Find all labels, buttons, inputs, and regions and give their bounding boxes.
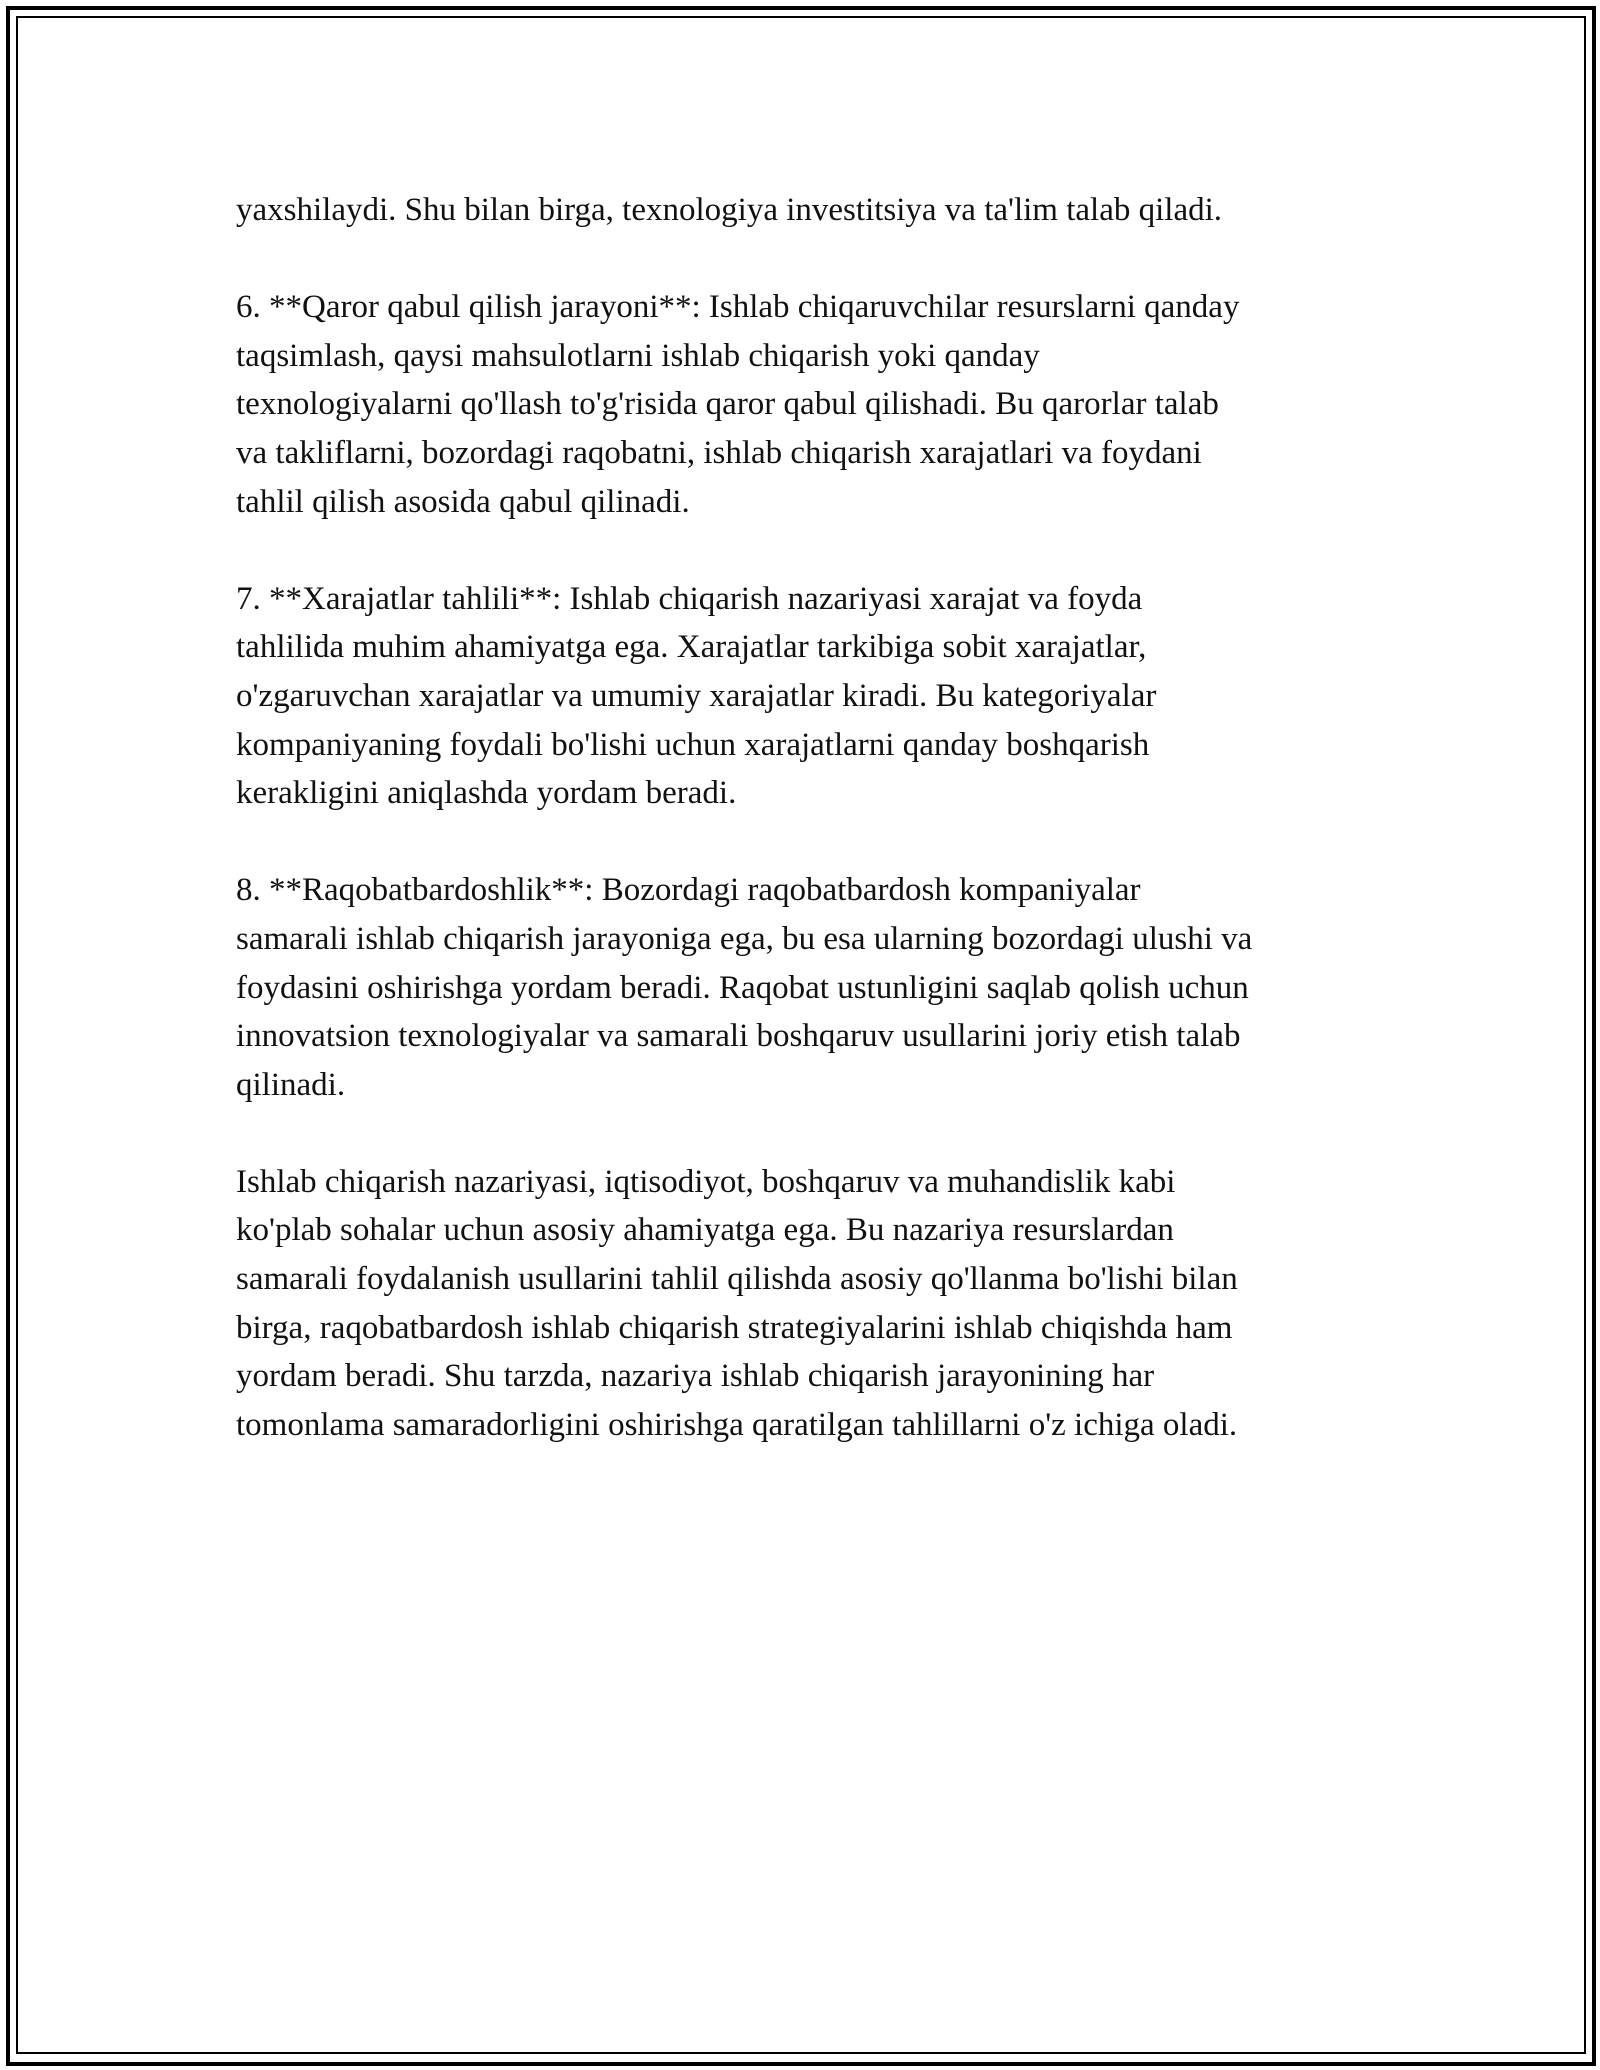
text-line: birga, raqobatbardosh ishlab chiqarish strategiyalarini ishlab chiqishda ham [236,1309,1233,1346]
text-line: Ishlab chiqarish nazariyasi, iqtisodiyot, boshqaruv va muhandislik kabi [236,1163,1176,1200]
text-line: texnologiyalarni qo'llash to'g'risida qaror qabul qilishadi. Bu qarorlar talab [236,386,1219,423]
text-line: tahlil qilish asosida qabul qilinadi. [236,483,690,520]
text-line: kerakligini aniqlashda yordam beradi. [236,775,737,812]
text-line: samarali ishlab chiqarish jarayoniga ega, bu esa ularning bozordagi ulushi va [236,920,1253,957]
text-line: o'zgaruvchan xarajatlar va umumiy xarajatlar kiradi. Bu kategoriyalar [236,677,1157,714]
paragraph-competitiveness [236,866,1416,1109]
text-line: yordam beradi. Shu tarzda, nazariya ishlab chiqarish jarayonining har [236,1358,1155,1395]
paragraph-decision-making [236,283,1416,526]
paragraph-cost-analysis [236,575,1416,818]
text-line: 8. **Raqobatbardoshlik**: Bozordagi raqobatbardosh kompaniyalar [236,872,1141,909]
text-line: 6. **Qaror qabul qilish jarayoni**: Ishlab chiqaruvchilar resurslarni qanday [236,289,1240,326]
text-line: yaxshilaydi. Shu bilan birga, texnologiya investitsiya va ta'lim talab qiladi. [236,192,1223,228]
paragraph-conclusion [236,1158,1416,1450]
paragraph-intro-continuation [236,186,1416,235]
text-line: kompaniyaning foydali bo'lishi uchun xarajatlarni qanday boshqarish [236,726,1150,763]
text-line: foydasini oshirishga yordam beradi. Raqobat ustunligini saqlab qolish uchun [236,969,1249,1006]
text-line: qilinadi. [236,1066,346,1103]
text-line: va takliflarni, bozordagi raqobatni, ishlab chiqarish xarajatlari va foydani [236,434,1202,471]
text-line: ko'plab sohalar uchun asosiy ahamiyatga ega. Bu nazariya resurslardan [236,1212,1174,1249]
text-line: samarali foydalanish usullarini tahlil qilishda asosiy qo'llanma bo'lishi bilan [236,1261,1238,1298]
text-line: taqsimlash, qaysi mahsulotlarni ishlab chiqarish yoki qanday [236,337,1040,374]
text-line: innovatsion texnologiyalar va samarali boshqaruv usullarini joriy etish talab [236,1018,1241,1055]
document-body [236,186,1416,1498]
text-line: tahlilida muhim ahamiyatga ega. Xarajatlar tarkibiga sobit xarajatlar, [236,629,1147,666]
text-line: 7. **Xarajatlar tahlili**: Ishlab chiqarish nazariyasi xarajat va foyda [236,580,1143,617]
text-line: tomonlama samaradorligini oshirishga qaratilgan tahlillarni o'z ichiga oladi. [236,1406,1238,1443]
